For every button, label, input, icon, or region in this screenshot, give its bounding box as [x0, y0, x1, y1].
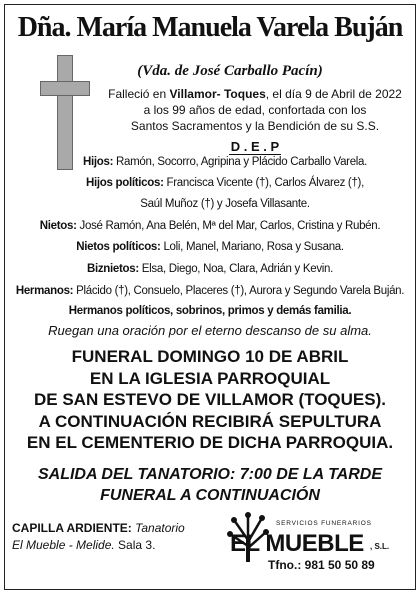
- widow-of-line: (Vda. de José Carballo Pacín): [137, 63, 323, 79]
- death-place: Villamor- Toques: [169, 87, 266, 101]
- family-line-hijos-politicos: Hijos políticos: Francisca Vicente (†), Carlos Álvarez (†),: [86, 177, 364, 189]
- logo-brand: EL MUEBLE: [230, 530, 364, 557]
- family-line-hijos: Hijos: Ramón, Socorro, Agripina y Plácido Carballo Varela.: [82, 156, 368, 168]
- other-relatives: Hermanos políticos, sobrinos, primos y demás familia.: [68, 305, 352, 317]
- funeral-home-logo: [226, 512, 412, 584]
- intro-text: Falleció en Villamor- Toques, el día 9 de Abril de 2022 a los 99 años de edad, confortada con los Santos Sacramentos y la Bendición de su S.S.: [108, 87, 402, 133]
- family-line-hijos-politicos-cont: Saúl Muñoz (†) y Josefa Villasante.: [140, 198, 310, 210]
- rip-heading: D . E . P: [230, 139, 280, 154]
- logo-suffix: , S.L.: [370, 542, 390, 551]
- family-line-nietos: Nietos: José Ramón, Ana Belén, Mª del Mar, Carlos, Cristina y Rubén.: [39, 220, 381, 232]
- logo-phone: Tfno.: 981 50 50 89: [268, 558, 375, 572]
- chapel-info: CAPILLA ARDIENTE: Tanatorio El Mueble - Melide. Sala 3.: [12, 521, 185, 552]
- cross-icon: [40, 55, 90, 170]
- deceased-name: Dña. María Manuela Varela Buján: [17, 12, 403, 43]
- funeral-details: FUNERAL DOMINGO 10 DE ABRIL EN LA IGLESIA PARROQUIAL DE SAN ESTEVO DE VILLAMOR (TOQUES). A CONTINUACIÓN RECIBIRÁ SEPULTURA EN EL CEMENTERIO DE DICHA PARROQUIA.: [26, 347, 394, 452]
- family-line-nietos-politicos: Nietos políticos: Loli, Manel, Mariano, Rosa y Susana.: [76, 241, 344, 253]
- family-line-hermanos: Hermanos: Plácido (†), Consuelo, Placeres (†), Aurora y Segundo Varela Buján.: [15, 285, 405, 297]
- logo-services-text: SERVICIOS FUNERARIOS: [276, 520, 372, 527]
- prayer-line: Ruegan una oración por el eterno descanso de su alma.: [48, 323, 372, 338]
- family-line-biznietos: Biznietos: Elsa, Diego, Noa, Clara, Adrián y Kevin.: [86, 263, 334, 275]
- departure-details: SALIDA DEL TANATORIO: 7:00 DE LA TARDE FUNERAL A CONTINUACIÓN: [37, 466, 382, 504]
